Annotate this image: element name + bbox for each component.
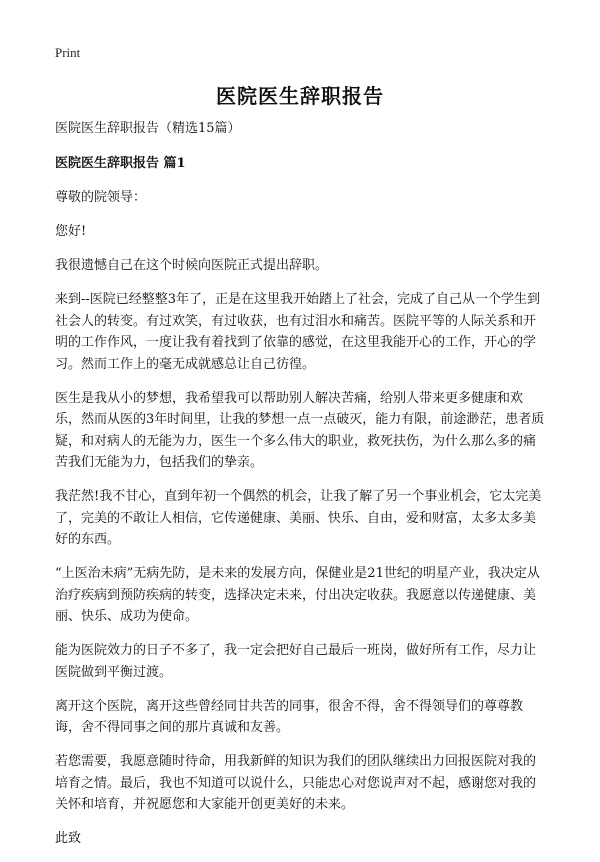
body-paragraph: 能为医院效力的日子不多了，我一定会把好自己最后一班岗，做好所有工作，尽力让医院做到平衡过渡。 xyxy=(55,643,537,680)
body-paragraph: 我很遗憾自己在这个时候向医院正式提出辞职。 xyxy=(55,258,329,273)
closing: 此致 xyxy=(55,831,82,846)
body-paragraph: 我茫然!我不甘心，直到年初一个偶然的机会，让我了解了另一个事业机会，它太完美了，完美的不敢让人相信，它传递健康、美丽、快乐、自由，爱和财富，太多太多美好的东西。 xyxy=(55,489,542,547)
body-paragraph: 若您需要，我愿意随时待命，用我新鲜的知识为我们的团队继续出力回报医院对我的培育之情。最后，我也不知道可以说什么，只能忠心对您说声对不起，感谢您对我的关怀和培育，并祝愿您和大家能开创更美好的未来。 xyxy=(55,754,537,812)
document-body xyxy=(55,118,547,862)
salutation: 尊敬的院领导： xyxy=(55,190,147,205)
body-paragraph: 离开这个医院，离开这些曾经同甘共苦的同事，很舍不得，舍不得领导们的尊尊教诲，舍不得同事之间的那片真诚和友善。 xyxy=(55,698,524,735)
body-paragraph: “上医治未病”无病先防，是未来的发展方向，保健业是21世纪的明星产业，我决定从治疗疾病到预防疾病的转变，选择决定未来，付出决定收获。我愿意以传递健康、美丽、快乐、成功为使命。 xyxy=(55,566,540,624)
print-link[interactable]: Print xyxy=(55,45,81,60)
section-heading: 医院医生辞职报告 篇1 xyxy=(55,155,186,171)
body-paragraph: 来到--医院已经整整3年了，正是在这里我开始踏上了社会，完成了自己从一个学生到社会人的转变。有过欢笑，有过收获，也有过泪水和痛苦。医院平等的人际关系和开明的工作作风，一度让我有着找到了依靠的感觉，在这里我能开心的工作，开心的学习。然而工作上的毫无成就感总让自己彷徨。 xyxy=(55,292,541,372)
body-paragraph: 医生是我从小的梦想，我希望我可以帮助别人解决苦痛，给别人带来更多健康和欢乐，然而从医的3年时间里，让我的梦想一点一点破灭，能力有限，前途渺茫，患者质疑，和对病人的无能为力，医生一个多么伟大的职业，救死扶伤，为什么那么多的痛苦我们无能为力，包括我们的挚亲。 xyxy=(55,390,545,470)
document-subtitle: 医院医生辞职报告（精选15篇） xyxy=(55,121,241,136)
greeting: 您好! xyxy=(55,224,87,239)
document-title: 医院医生辞职报告 xyxy=(216,84,384,108)
